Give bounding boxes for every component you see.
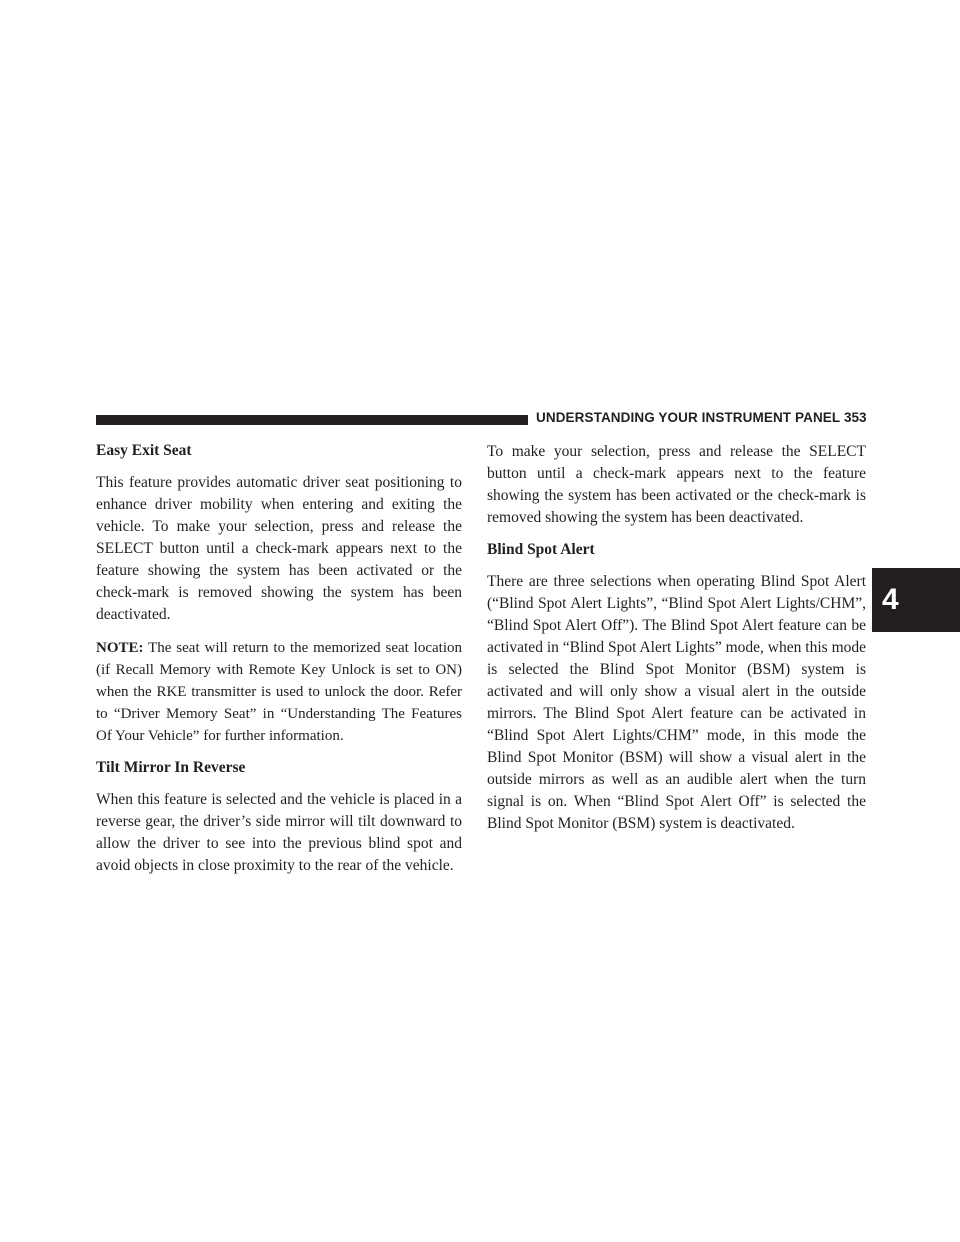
note-body: The seat will return to the memorized seat location (if Recall Memory with Remote Key Unlock is set to ON) when the RKE transmitter is used to unlock the door. Refer to “Driver Memory Seat” in “Understanding The Features Of Your Vehicle” for further information. xyxy=(96,640,462,744)
paragraph-blind-spot-alert: There are three selections when operating Blind Spot Alert (“Blind Spot Alert Lights”, “Blind Spot Alert Lights/CHM”, “Blind Spot Alert Off”). The Blind Spot Alert feature can be activated in “Blind Spot Alert Lights” mode, when this mode is selected the Blind Spot Monitor (BSM) system is activated and will only show a visual alert in the outside mirrors. The Blind Spot Alert feature can be activated in “Blind Spot Alert Lights/CHM” mode, in this mode the Blind Spot Monitor (BSM) will show a visual alert in the outside mirrors as well as an audible alert when the turn signal is on. When “Blind Spot Alert Off” is selected the Blind Spot Monitor (BSM) system is deactivated. xyxy=(487,573,866,832)
paragraph-tilt-mirror: When this feature is selected and the vehicle is placed in a reverse gear, the driver’s side mirror will tilt downward to allow the driver to see into the previous blind spot and avoid objects in close proximity to the rear of the vehicle. xyxy=(96,791,462,874)
note-paragraph xyxy=(96,637,462,747)
chapter-number: 4 xyxy=(882,583,899,616)
right-column xyxy=(487,441,866,846)
left-column xyxy=(96,441,462,888)
heading-easy-exit-seat: Easy Exit Seat xyxy=(96,442,192,459)
heading-tilt-mirror: Tilt Mirror In Reverse xyxy=(96,759,246,776)
page-number: 353 xyxy=(844,410,867,425)
header-rule xyxy=(96,415,528,425)
paragraph-easy-exit-seat: This feature provides automatic driver seat positioning to enhance driver mobility when entering and exiting the vehicle. To make your selection, press and release the SELECT button until a check-mark appears next to the feature showing the system has been activated or the check-mark is removed showing the system has been deactivated. xyxy=(96,474,462,623)
chapter-tab xyxy=(872,568,960,632)
running-header-title: UNDERSTANDING YOUR INSTRUMENT PANEL xyxy=(536,410,841,425)
heading-blind-spot-alert: Blind Spot Alert xyxy=(487,541,595,558)
paragraph-selection: To make your selection, press and release the SELECT button until a check-mark appears next to the feature showing the system has been activated or the check-mark is removed showing the system has been deactivated. xyxy=(487,443,866,526)
note-label: NOTE: xyxy=(96,640,144,656)
